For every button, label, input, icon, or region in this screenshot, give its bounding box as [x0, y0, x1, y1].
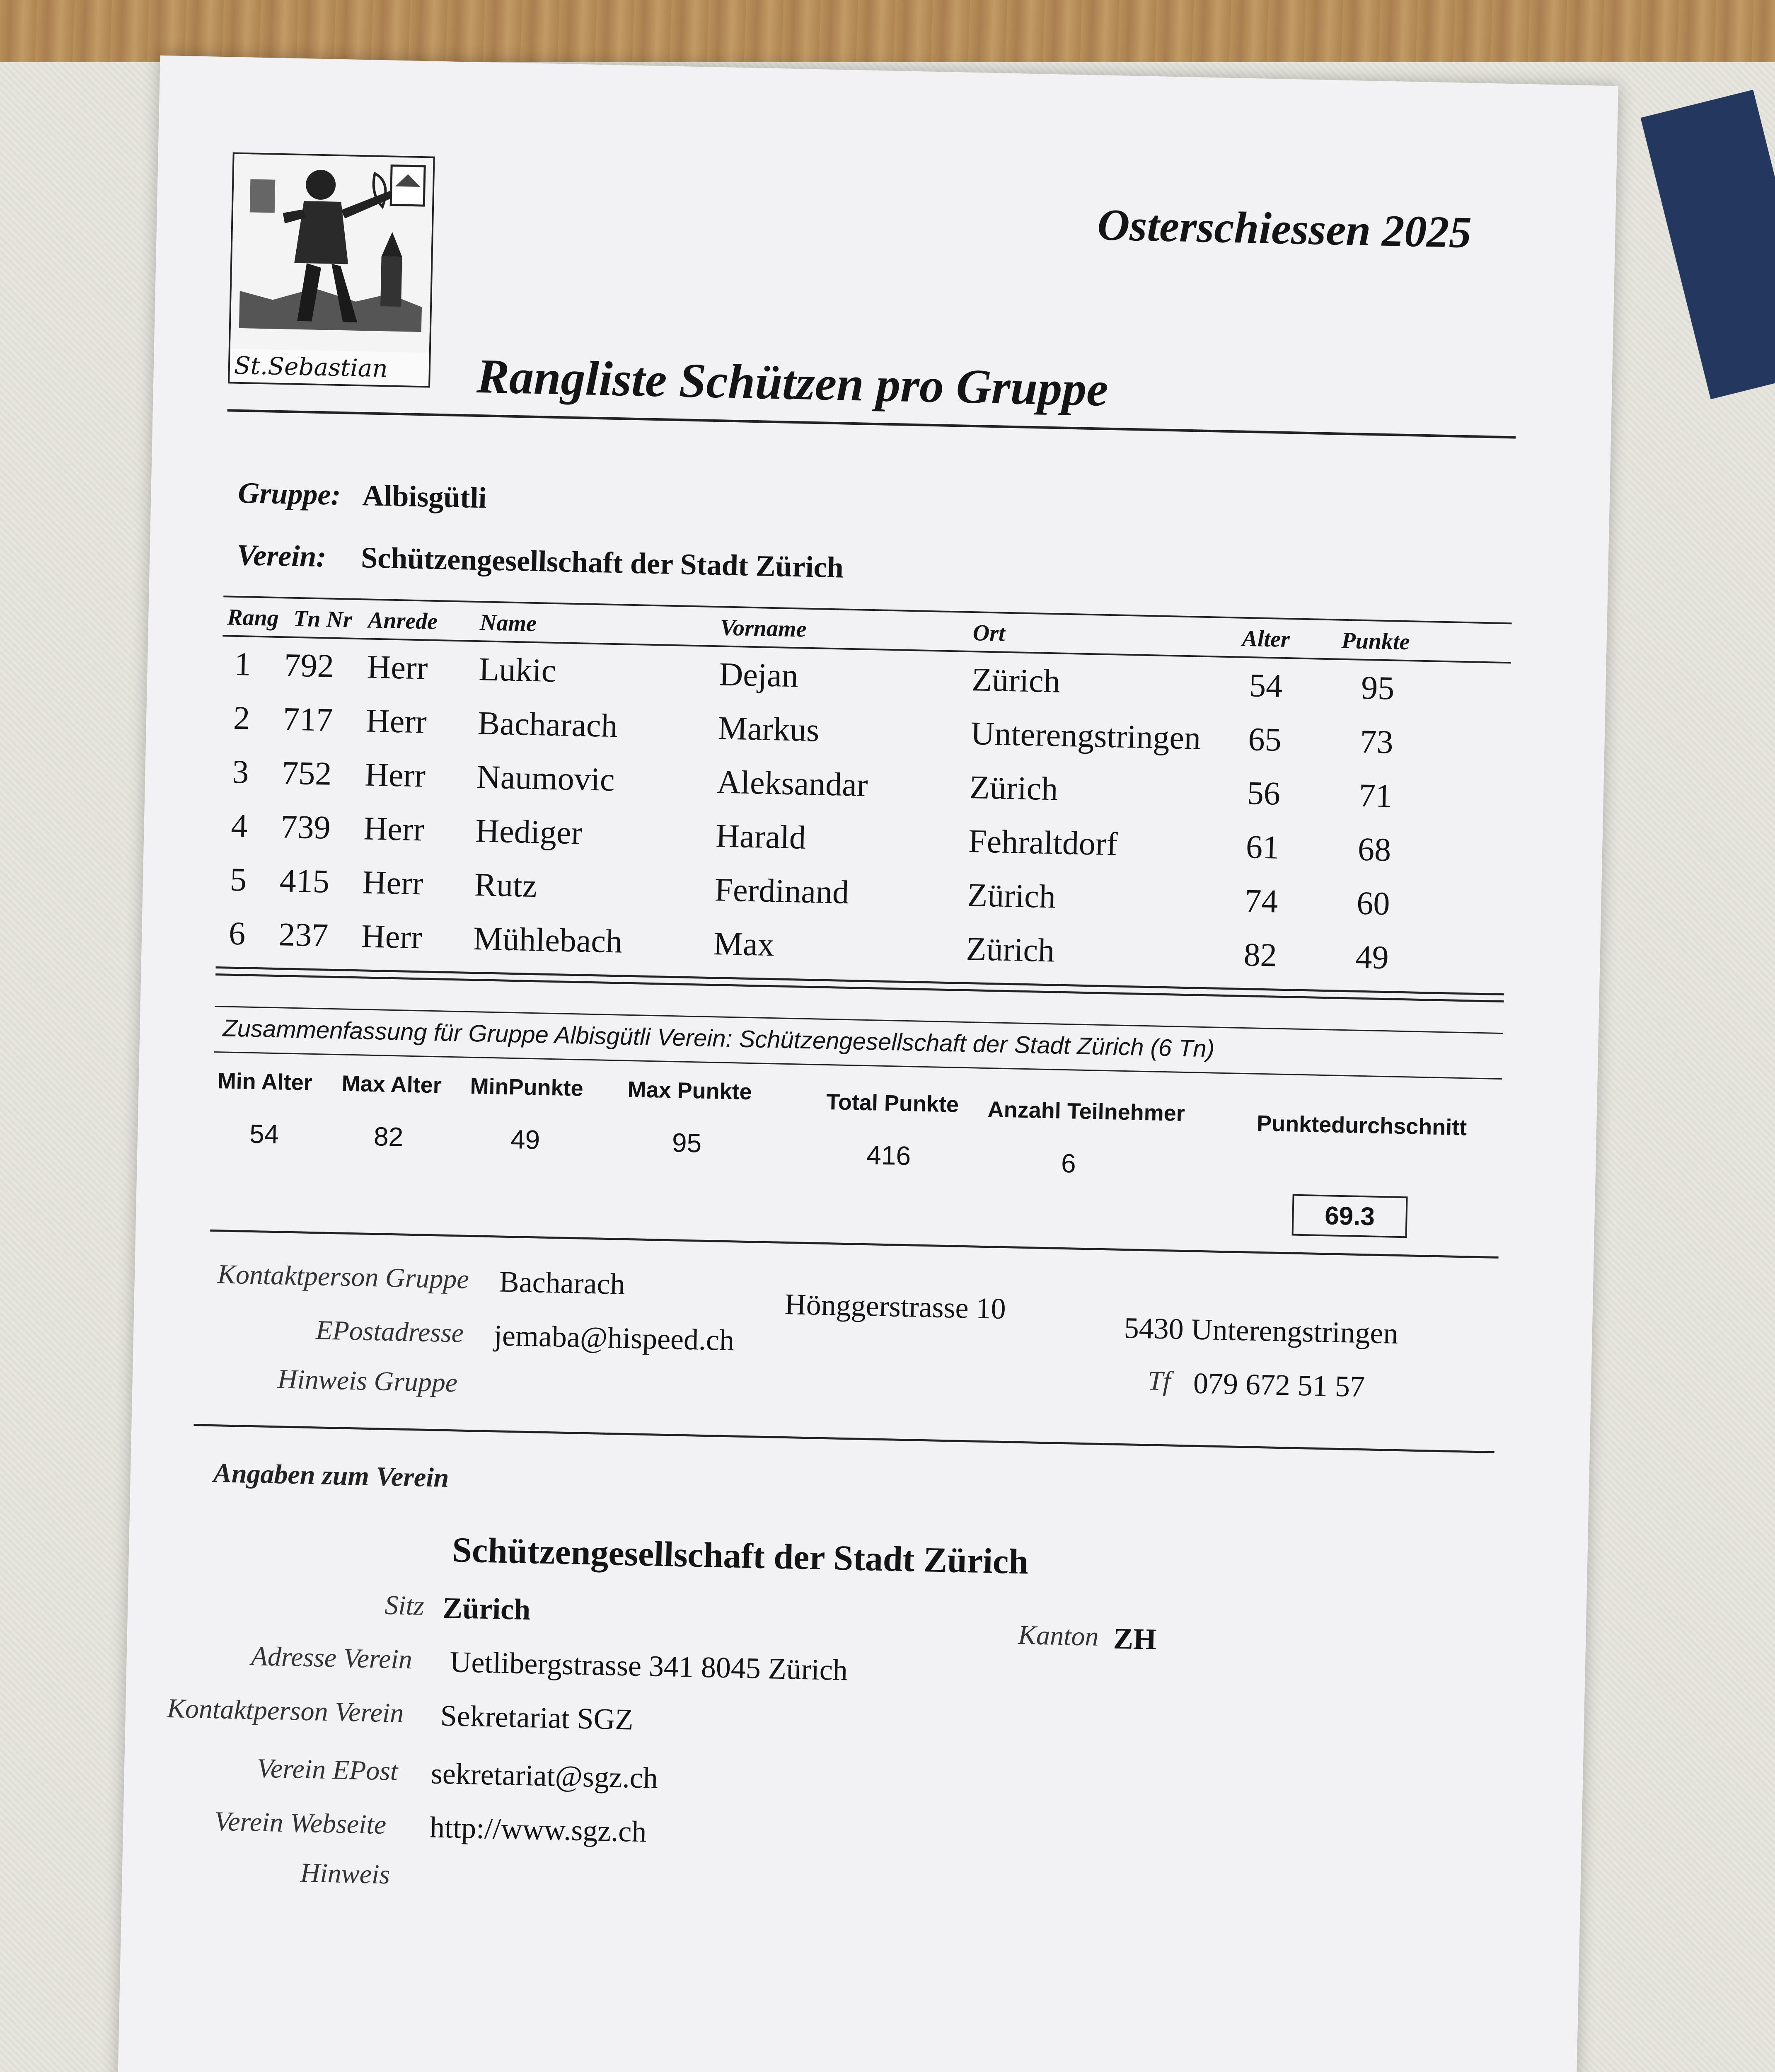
kontakt-gruppe-value: Bacharach — [498, 1265, 626, 1301]
cell-rang: 2 — [233, 700, 251, 737]
cell-punkte: 73 — [1359, 723, 1394, 761]
cell-rang: 1 — [234, 646, 251, 683]
summary-min-punkte-label: MinPunkte — [470, 1073, 584, 1101]
cell-anrede: Herr — [361, 918, 423, 956]
summary-title: Zusammenfassung für Gruppe Albisgütli Verein: Schützengesellschaft der Stadt Zürich (6 Tn) — [222, 1014, 1215, 1063]
cell-tn-nr: 792 — [283, 647, 334, 685]
cell-rang: 6 — [228, 915, 246, 952]
verein-value: Schützengesellschaft der Stadt Zürich — [360, 541, 844, 584]
kanton-label: Kanton — [1018, 1619, 1099, 1652]
table-end-rule-2 — [215, 973, 1504, 1002]
cell-tn-nr: 717 — [283, 701, 334, 738]
summary-avg: 69.3 — [1324, 1201, 1375, 1231]
cell-name: Mühlebach — [473, 920, 623, 960]
cell-ort: Zürich — [967, 876, 1056, 915]
cell-anrede: Herr — [363, 810, 425, 848]
cell-ort: Zürich — [969, 769, 1059, 808]
summary-max-punkte-label: Max Punkte — [627, 1077, 752, 1105]
table-end-rule-1 — [216, 966, 1504, 995]
cell-vorname: Ferdinand — [714, 871, 849, 911]
verein-label: Verein: — [236, 538, 327, 574]
summary-avg-box — [1292, 1194, 1408, 1238]
summary-min-alter: 54 — [249, 1118, 280, 1150]
verein-section-label: Angaben zum Verein — [213, 1458, 450, 1493]
cell-alter: 56 — [1246, 775, 1281, 812]
header-punkte: Punkte — [1341, 627, 1410, 655]
kanton-value: ZH — [1113, 1622, 1157, 1656]
cell-ort: Zürich — [971, 661, 1061, 700]
kontakt-verein-label: Kontaktperson Verein — [167, 1693, 404, 1728]
header-tn-nr: Tn Nr — [293, 605, 353, 633]
cell-punkte: 68 — [1357, 831, 1392, 869]
cell-name: Lukic — [478, 651, 557, 690]
cell-name: Naumovic — [476, 759, 615, 799]
cell-punkte: 49 — [1355, 939, 1389, 976]
summary-max-punkte: 95 — [672, 1128, 702, 1158]
verein-epost-value: sekretariat@sgz.ch — [430, 1757, 658, 1795]
title-rule — [227, 409, 1516, 438]
header-alter: Alter — [1242, 625, 1290, 653]
logo-lettering: St.Sebastian — [234, 351, 388, 383]
cell-ort: Unterengstringen — [970, 715, 1201, 757]
summary-anzahl: 6 — [1061, 1148, 1076, 1179]
epost-gruppe-label: EPostadresse — [315, 1315, 464, 1348]
epost-gruppe-value: jemaba@hispeed.ch — [493, 1319, 735, 1357]
event-title: Osterschiessen 2025 — [1097, 200, 1472, 258]
cell-tn-nr: 415 — [279, 862, 330, 900]
hinweis-gruppe-label: Hinweis Gruppe — [277, 1364, 458, 1398]
header-name: Name — [479, 610, 537, 637]
page-title: Rangliste Schützen pro Gruppe — [476, 349, 1109, 416]
kontakt-strasse: Hönggerstrasse 10 — [784, 1287, 1006, 1326]
kontakt-ort: 5430 Unterengstringen — [1123, 1311, 1399, 1350]
adresse-verein-value: Uetlibergstrasse 341 8045 Zürich — [449, 1645, 848, 1687]
cell-vorname: Max — [713, 925, 775, 963]
verein-name: Schützengesellschaft der Stadt Zürich — [452, 1530, 1029, 1582]
verein-webseite-label: Verein Webseite — [214, 1806, 387, 1840]
summary-avg-label: Punktedurchschnitt — [1256, 1111, 1467, 1140]
summary-total-punkte-label: Total Punkte — [826, 1089, 959, 1117]
tel-value: 079 672 51 57 — [1193, 1366, 1365, 1404]
cell-punkte: 60 — [1356, 885, 1390, 922]
cell-punkte: 71 — [1358, 777, 1393, 815]
header-ort: Ort — [972, 620, 1006, 646]
cell-vorname: Aleksandar — [716, 764, 868, 804]
cell-vorname: Dejan — [718, 656, 799, 695]
cell-anrede: Herr — [364, 756, 426, 794]
cell-vorname: Markus — [717, 710, 820, 749]
cell-rang: 5 — [230, 861, 247, 898]
cell-name: Hediger — [475, 813, 583, 852]
header-rang: Rang — [227, 604, 279, 632]
verein-webseite-value: http://www.sgz.ch — [429, 1811, 647, 1849]
summary-min-punkte: 49 — [510, 1124, 540, 1155]
cell-anrede: Herr — [362, 864, 424, 902]
cell-tn-nr: 237 — [278, 916, 329, 954]
cell-vorname: Harald — [715, 818, 806, 856]
club-logo — [228, 152, 435, 387]
cell-alter: 82 — [1243, 936, 1277, 974]
cell-alter: 54 — [1249, 667, 1283, 704]
cell-anrede: Herr — [365, 702, 427, 741]
cell-ort: Fehraltdorf — [968, 823, 1118, 863]
cell-ort: Zürich — [965, 930, 1055, 969]
kontakt-gruppe-label: Kontaktperson Gruppe — [217, 1259, 469, 1295]
tel-label: Tf — [1147, 1365, 1171, 1397]
sitz-value: Zürich — [442, 1591, 531, 1627]
header-vorname: Vorname — [720, 615, 807, 642]
group-label: Gruppe: — [237, 476, 341, 512]
summary-total-punkte: 416 — [866, 1140, 911, 1171]
cell-name: Bacharach — [477, 705, 618, 745]
kontakt-verein-value: Sekretariat SGZ — [440, 1699, 634, 1736]
sebastian-illustration — [230, 154, 433, 353]
cell-alter: 74 — [1244, 883, 1279, 920]
cell-anrede: Herr — [366, 649, 428, 687]
summary-min-alter-label: Min Alter — [217, 1068, 313, 1095]
cell-alter: 65 — [1248, 721, 1282, 758]
cell-tn-nr: 739 — [280, 808, 331, 846]
cell-tn-nr: 752 — [281, 755, 332, 792]
cell-rang: 4 — [230, 807, 248, 845]
cell-rang: 3 — [232, 753, 249, 791]
cell-punkte: 95 — [1361, 669, 1395, 707]
summary-anzahl-label: Anzahl Teilnehmer — [987, 1097, 1185, 1126]
summary-max-alter: 82 — [373, 1121, 404, 1152]
cell-alter: 61 — [1245, 829, 1280, 866]
group-value: Albisgütli — [362, 479, 487, 515]
paper-document — [114, 56, 1618, 2072]
verein-epost-label: Verein EPost — [256, 1753, 399, 1786]
sitz-label: Sitz — [384, 1590, 425, 1621]
contact-bottom-rule — [193, 1424, 1494, 1453]
summary-max-alter-label: Max Alter — [341, 1071, 442, 1098]
cell-name: Rutz — [474, 867, 537, 905]
adresse-verein-label: Adresse Verein — [251, 1641, 413, 1675]
verein-hinweis-label: Hinweis — [300, 1857, 390, 1890]
header-anrede: Anrede — [368, 607, 438, 635]
